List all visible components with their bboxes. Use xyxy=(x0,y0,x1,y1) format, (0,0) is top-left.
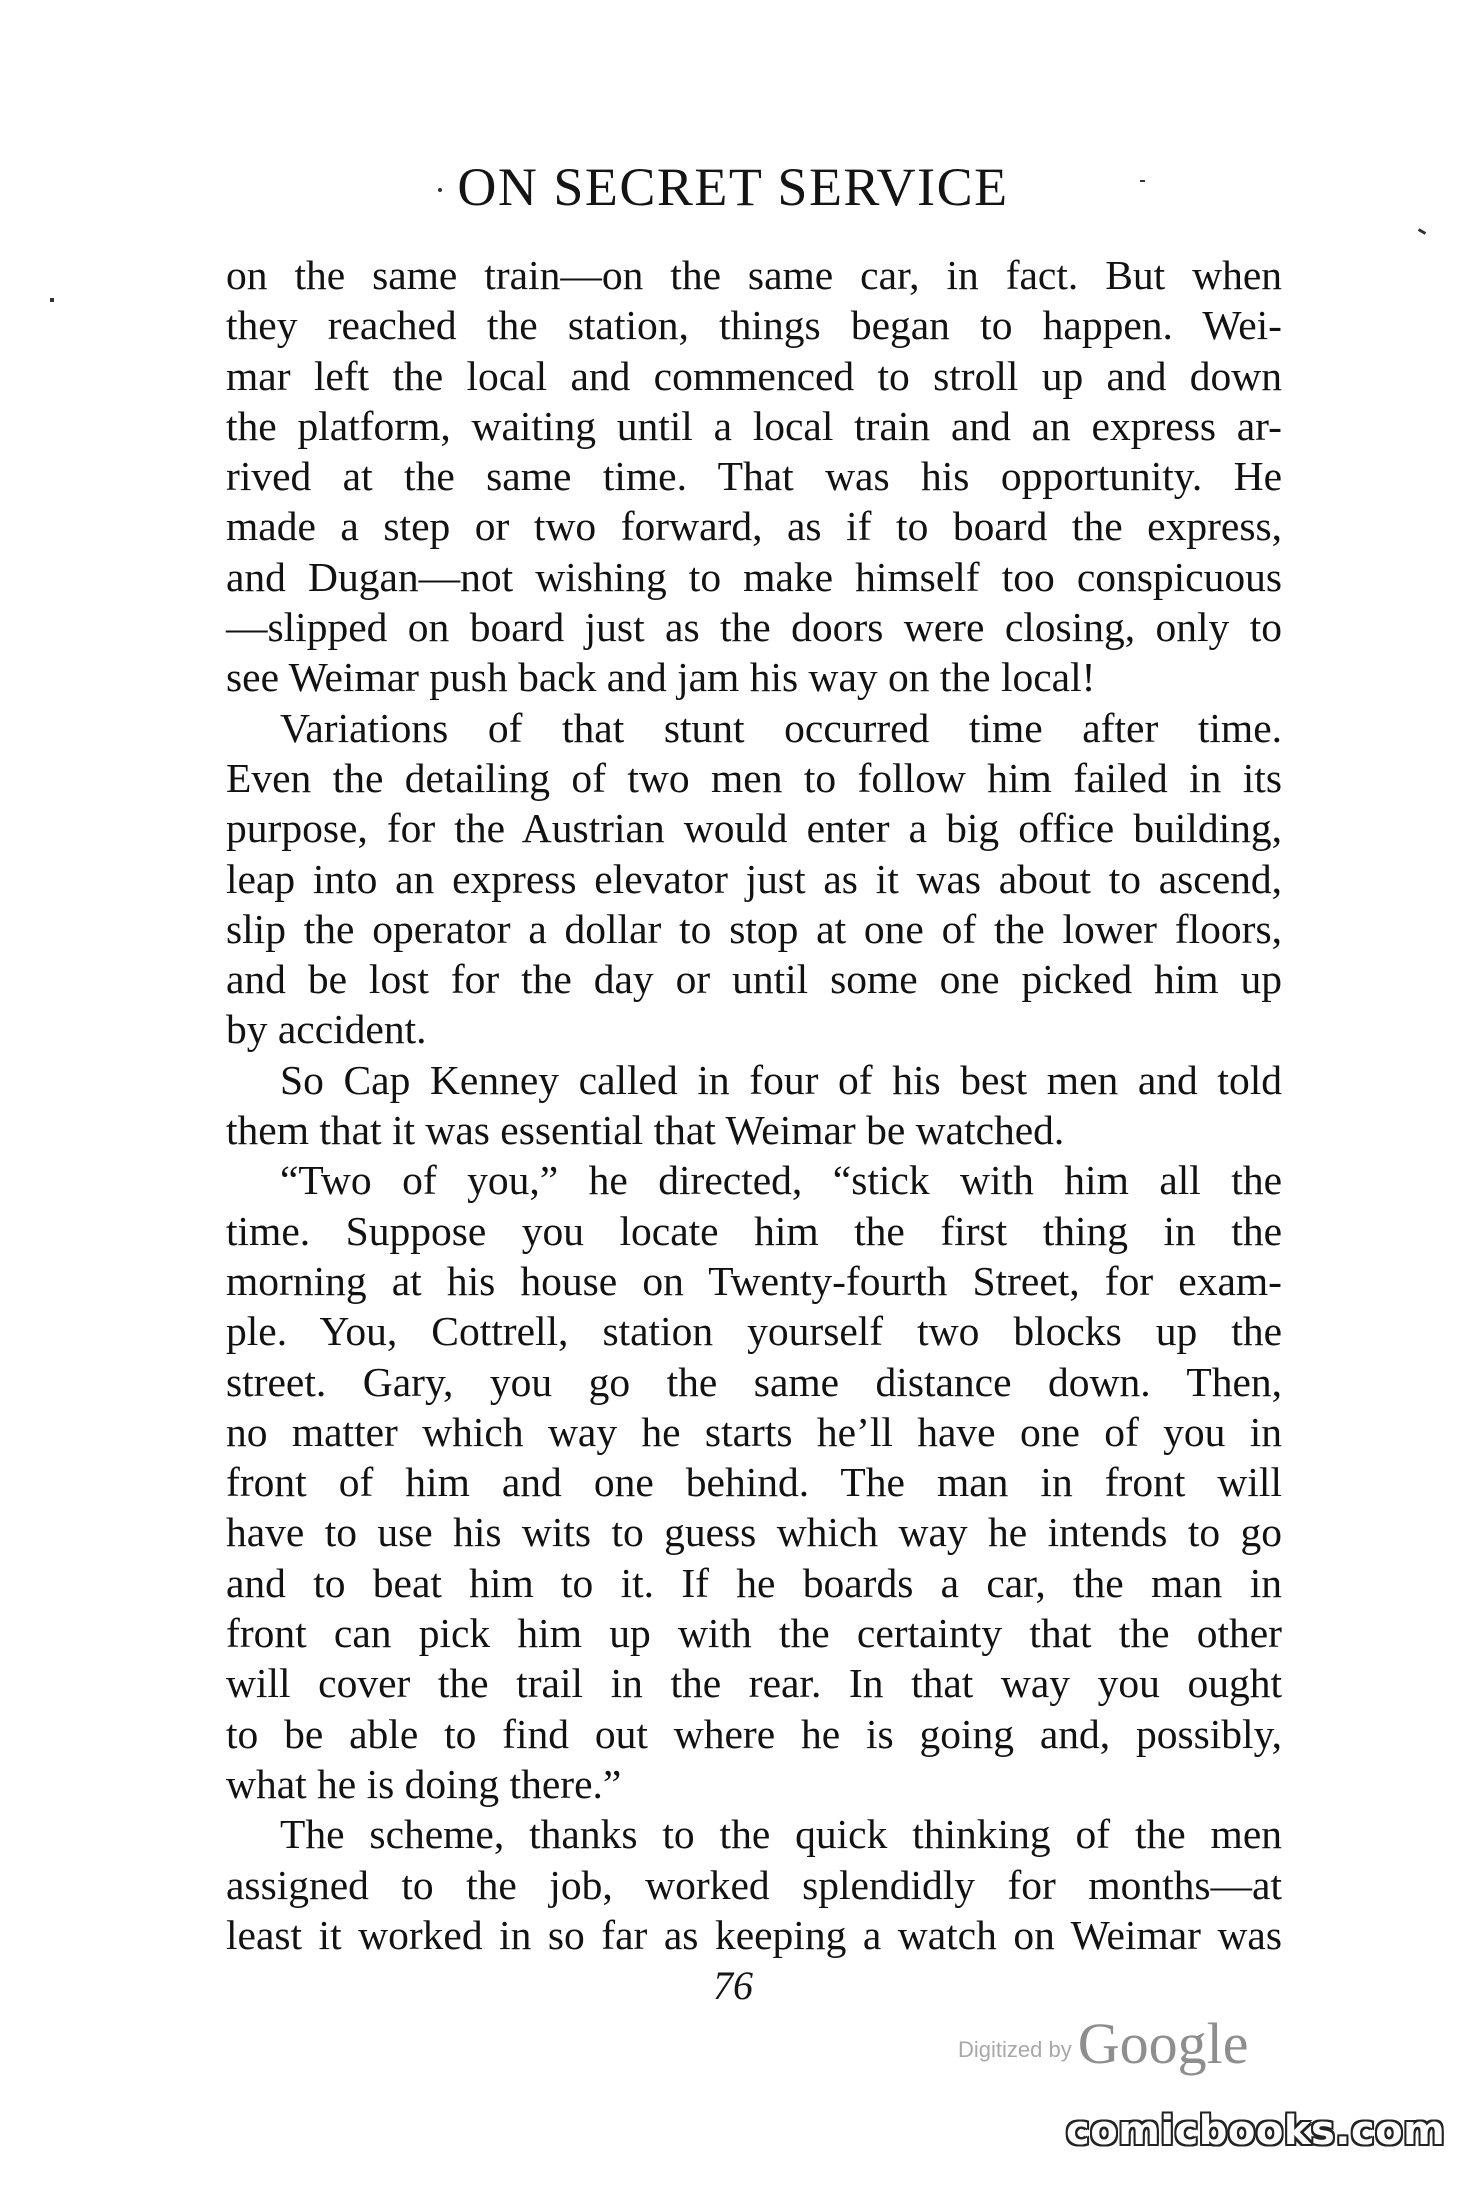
text-line: The scheme, thanks to the quick thinking of the men xyxy=(280,1811,1282,1858)
page-number: 76 xyxy=(713,1963,753,2008)
text-line: leap into an express elevator just as it was about to ascend, xyxy=(226,855,1282,902)
digitized-by-google-watermark xyxy=(958,2010,1248,2080)
text-line: they reached the station, things began to happen. Wei- xyxy=(226,302,1282,349)
text-line: by accident. xyxy=(226,1006,427,1053)
text-line: So Cap Kenney called in four of his best men and told xyxy=(280,1056,1282,1103)
google-logo: Google xyxy=(1077,2011,1249,2076)
scan-speck xyxy=(438,188,442,192)
text-line: purpose, for the Austrian would enter a big office building, xyxy=(226,805,1282,852)
text-line: no matter which way he starts he’ll have one of you in xyxy=(226,1408,1282,1455)
text-line: ple. You, Cottrell, station yourself two blocks up the xyxy=(226,1308,1282,1355)
scan-speck xyxy=(50,298,54,302)
text-line: rived at the same time. That was his opportunity. He xyxy=(226,453,1282,500)
text-line: see Weimar push back and jam his way on the local! xyxy=(226,654,1096,701)
scan-speck xyxy=(1140,180,1145,182)
text-line: and Dugan—not wishing to make himself too conspicuous xyxy=(226,553,1282,600)
paragraph xyxy=(226,1809,1282,1960)
text-line: “Two of you,” he directed, “stick with him all the xyxy=(280,1157,1282,1204)
text-line: Even the detailing of two men to follow him failed in its xyxy=(226,754,1282,801)
text-line: front of him and one behind. The man in front will xyxy=(226,1459,1282,1506)
text-line: made a step or two forward, as if to board the express, xyxy=(226,503,1282,550)
text-line: the platform, waiting until a local train and an express ar- xyxy=(226,402,1282,449)
text-line: street. Gary, you go the same distance down. Then, xyxy=(226,1358,1282,1405)
text-line: mar left the local and commenced to stroll up and down xyxy=(226,352,1282,399)
text-line: what he is doing there.” xyxy=(226,1760,622,1807)
text-line: and to beat him to it. If he boards a car, the man in xyxy=(226,1559,1282,1606)
paragraph xyxy=(226,1155,1282,1809)
text-line: Variations of that stunt occurred time after time. xyxy=(280,704,1282,751)
text-line: —slipped on board just as the doors were closing, only to xyxy=(226,604,1282,651)
text-line: assigned to the job, worked splendidly for months—at xyxy=(226,1861,1282,1908)
text-line: time. Suppose you locate him the first thing in the xyxy=(226,1207,1282,1254)
text-line: least it worked in so far as keeping a watch on Weimar was xyxy=(226,1911,1282,1958)
text-line: to be able to find out where he is going and, possibly, xyxy=(226,1710,1282,1757)
text-line: will cover the trail in the rear. In that way you ought xyxy=(226,1660,1282,1707)
digitized-by-label: Digitized by xyxy=(958,2037,1072,2062)
text-line: slip the operator a dollar to stop at one of the lower floors, xyxy=(226,905,1282,952)
text-line: front can pick him up with the certainty that the other xyxy=(226,1610,1282,1657)
body-text xyxy=(226,250,1282,1960)
text-line: them that it was essential that Weimar be watched. xyxy=(226,1107,1065,1154)
text-line: and be lost for the day or until some one picked him up xyxy=(226,956,1282,1003)
running-head: ON SECRET SERVICE xyxy=(457,157,1009,217)
site-watermark: comicbooks.com xyxy=(1066,2108,1446,2154)
text-line: on the same train—on the same car, in fact. But when xyxy=(226,252,1282,298)
scan-speck xyxy=(1418,228,1426,235)
text-line: morning at his house on Twenty-fourth Street, for exam- xyxy=(226,1257,1282,1304)
paragraph xyxy=(226,250,1282,703)
paragraph xyxy=(226,1055,1282,1156)
paragraph xyxy=(226,703,1282,1055)
text-line: have to use his wits to guess which way he intends to go xyxy=(226,1509,1282,1556)
